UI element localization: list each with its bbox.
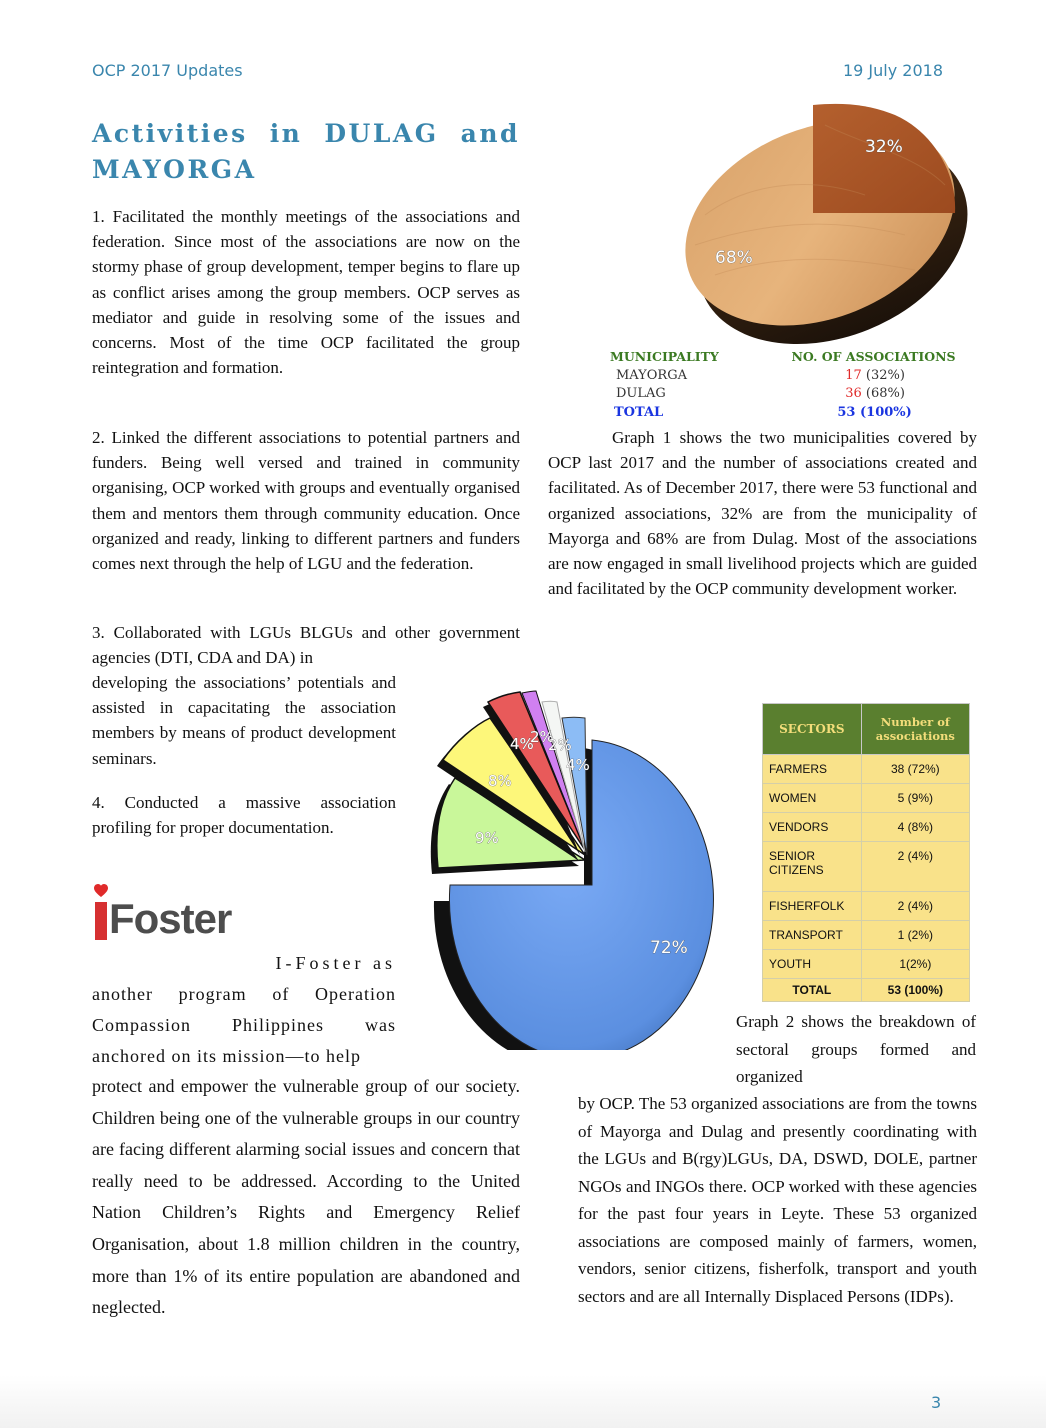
ifoster-intro-first-line: I-Foster as [275, 953, 396, 973]
sector-value: 38 (72%) [861, 755, 969, 784]
title-line-1 [92, 116, 520, 152]
logo-letter-i [95, 902, 107, 940]
activity-item-3-cont: developing the associations’ potentials and assisted in capacitating the association members by means of product development seminars. [92, 673, 396, 768]
sector-row [763, 813, 970, 842]
sector-row [763, 842, 970, 892]
heart-icon [94, 884, 108, 898]
sector-row [763, 950, 970, 979]
municipality-name: DULAG [616, 386, 666, 401]
municipality-row [608, 367, 968, 386]
pie2-label-youth: 2% [548, 736, 572, 754]
association-pct: (32%) [865, 367, 905, 383]
activity-item-1: 1. Facilitated the monthly meetings of the associations and federation. Since most of the associations are now on the stormy phase of group development, temper begins to flare up as conflict arises among the group members. OCP serves as mediator and guide in resolving some of the issues and concerns. Most of the time OCP facilitated the group reintegration and formation. [92, 207, 520, 378]
activity-item-3-start: 3. Collaborated with LGUs BLGUs and other government agencies (DTI, CDA and DA) in [92, 623, 520, 668]
pie2-label-farmers: 72% [650, 938, 688, 958]
pie2-label-transport: 2% [530, 728, 554, 746]
pie2-label-vendors: 8% [488, 772, 512, 790]
municipality-name: MAYORGA [616, 367, 687, 383]
pie2-label-fisherfolk: 4% [566, 756, 590, 774]
col-no-of-associations: NO. OF ASSOCIATIONS [791, 349, 956, 364]
title-word: in [269, 119, 303, 148]
graph2-caption-cont: by OCP. The 53 organized associations are from the towns of Mayorga and Dulag and presently coordinating with the LGUs and B(rgy)LGUs, DA, DSWD, DOLE, partner NGOs and INGOs there. OCP worked with these agencies for the past four years in Leyte. These 53 organized associations are composed mainly of farmers, women, vendors, senior citizens, fisherfolk, transport and youth sectors and are all Internally Displaced Persons (IDPs). [578, 1094, 977, 1306]
municipality-table-header [608, 348, 968, 367]
total-value: 53 (100%) [837, 404, 912, 420]
running-header-date: 19 July 2018 [842, 61, 943, 80]
pie2-label-senior-citizens: 4% [510, 735, 534, 753]
total-label: TOTAL [614, 404, 664, 420]
sector-row [763, 784, 970, 813]
title-word: Activities [92, 119, 248, 148]
sectors-table-header [763, 704, 970, 755]
logo-wordmark: Foster [109, 895, 232, 942]
activity-item-4: 4. Conducted a massive association profiling for proper documentation. [92, 793, 396, 838]
graph2-caption-start: Graph 2 shows the breakdown of sectoral groups formed and organized [736, 1012, 976, 1086]
graph1-caption [548, 425, 977, 601]
page-number: 3 [931, 1393, 942, 1412]
title-word: DULAG [324, 119, 439, 148]
ifoster-logo [92, 884, 242, 944]
sector-row [763, 892, 970, 921]
sector-name: TRANSPORT [763, 921, 862, 950]
page-footer-band [0, 1375, 1046, 1428]
col-number-of-associations: Number of associations [861, 704, 969, 755]
association-count: 36 [845, 386, 862, 401]
sector-name: FARMERS [763, 755, 862, 784]
sector-name: SENIOR CITIZENS [763, 842, 862, 892]
col-sectors: SECTORS [763, 704, 862, 755]
pie1-slice-mayorga [813, 104, 955, 213]
title-word: and [460, 119, 520, 148]
municipality-row [608, 385, 968, 404]
sector-value: 4 (8%) [861, 813, 969, 842]
association-count: 17 [845, 367, 862, 383]
sector-value: 2 (4%) [861, 842, 969, 892]
total-label: TOTAL [763, 979, 862, 1002]
total-value: 53 (100%) [861, 979, 969, 1002]
sector-name: YOUTH [763, 950, 862, 979]
sector-row [763, 755, 970, 784]
graph1-pie-chart [665, 95, 975, 350]
title-line-2: MAYORGA [92, 155, 257, 184]
article-title [92, 116, 520, 188]
pie2-label-women: 9% [475, 829, 499, 847]
sector-name: WOMEN [763, 784, 862, 813]
graph1-caption-text: Graph 1 shows the two municipalities covered by OCP last 2017 and the number of associations created and facilitated. As of December 2017, there were 53 functional and organized associations, 32% are from the municipality of Mayorga and 68% are from Dulag. Most of the associations are now engaged in small livelihood projects which are guided and facilitated by the OCP community development worker. [548, 428, 977, 599]
col-municipality: MUNICIPALITY [610, 349, 719, 364]
sectors-table [762, 703, 970, 1002]
sector-name: VENDORS [763, 813, 862, 842]
sector-row [763, 921, 970, 950]
ifoster-body: protect and empower the vulnerable group of our society. Children being one of the vulnerable groups in our country are facing different alarming social issues and concern that really need to be addressed. According to the United Nation Children’s Rights and Emergency Relief Organisation, about 1.8 million children in the country, more than 1% of its entire population are abandoned and neglected. [92, 1076, 520, 1318]
ifoster-intro [92, 948, 396, 1072]
activity-item-2: 2. Linked the different associations to potential partners and funders. Being well versed and trained in community organising, OCP worked with groups and eventually organised them and mentors them through community education. Once organized and ready, linking to different partners and funders comes next through the help of LGU and the federation. [92, 428, 520, 574]
pie1-label-dulag: 68% [715, 248, 753, 268]
graph2-pie-chart [420, 680, 740, 1050]
pie1-label-mayorga: 32% [865, 137, 903, 157]
running-header-title: OCP 2017 Updates [92, 61, 243, 80]
ifoster-intro-rest: another program of Operation Compassion Philippines was anchored on its mission—to help [92, 984, 396, 1066]
municipality-total-row [608, 404, 968, 423]
sector-value: 1(2%) [861, 950, 969, 979]
sector-value: 5 (9%) [861, 784, 969, 813]
sector-name: FISHERFOLK [763, 892, 862, 921]
municipality-table [608, 348, 968, 422]
sector-value: 2 (4%) [861, 892, 969, 921]
sector-value: 1 (2%) [861, 921, 969, 950]
sectors-total-row [763, 979, 970, 1002]
association-pct: (68%) [865, 386, 905, 401]
